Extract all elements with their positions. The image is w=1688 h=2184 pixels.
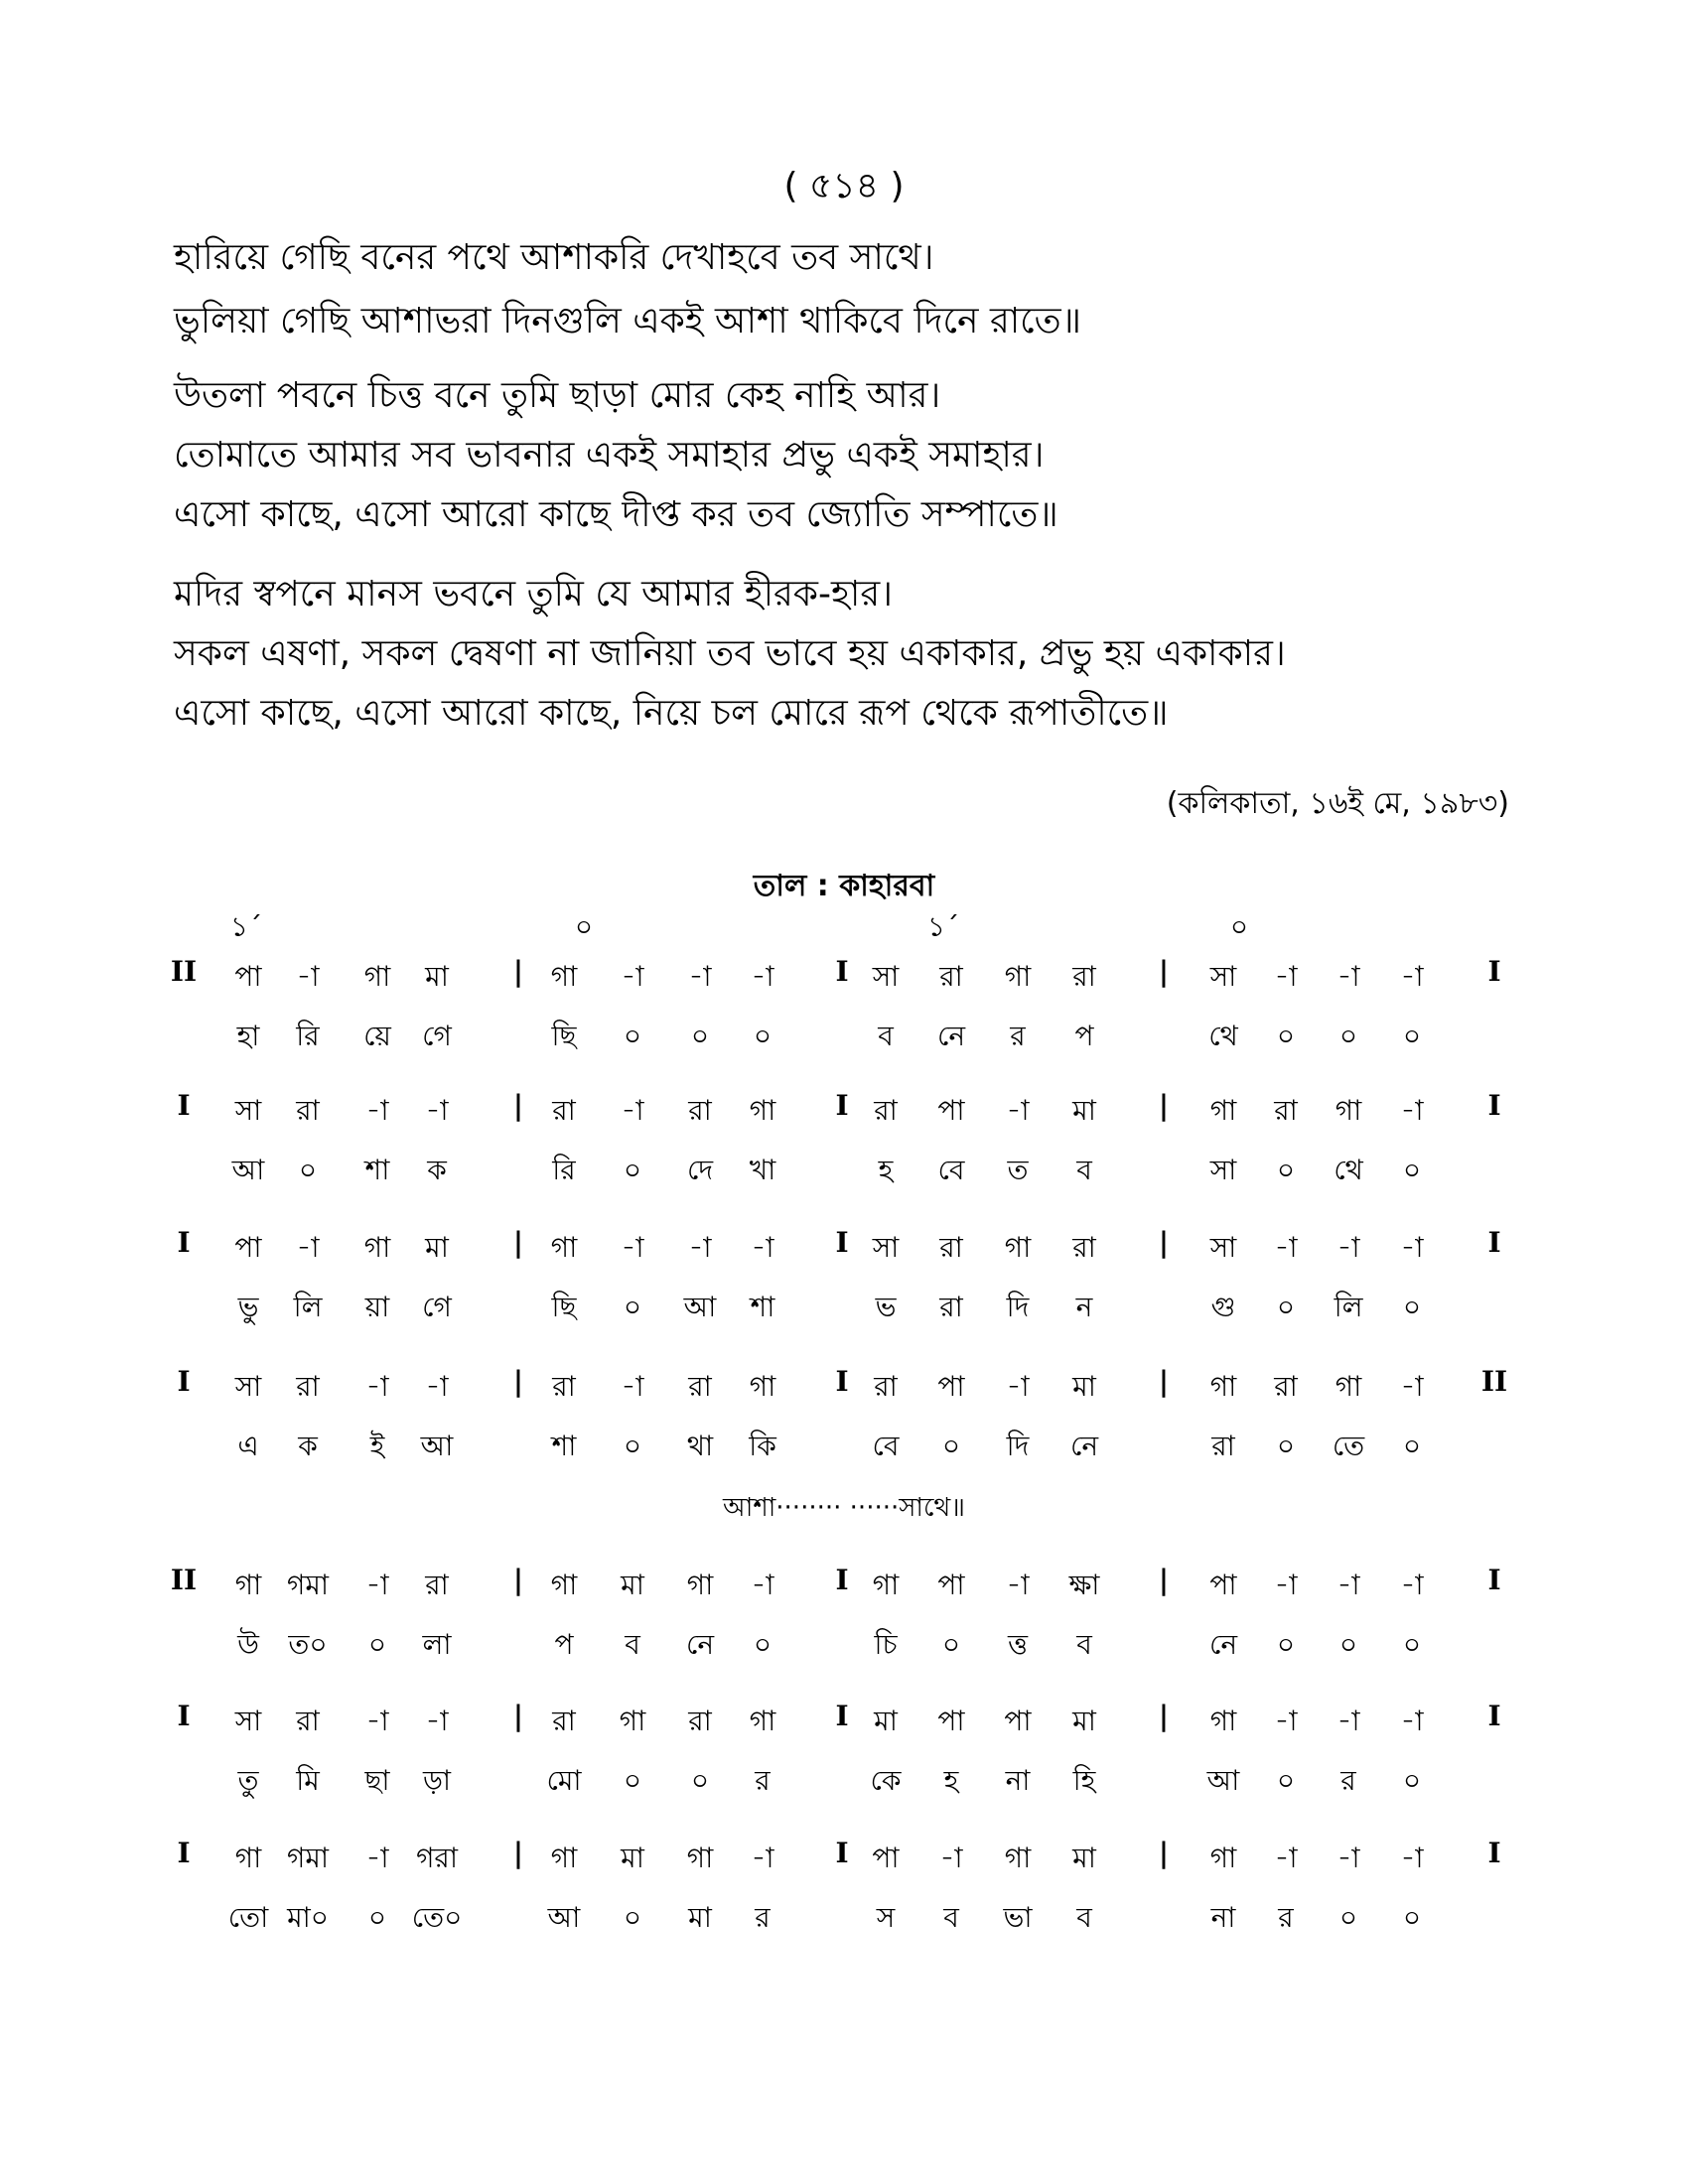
barline: I bbox=[1487, 1226, 1501, 1259]
swara-note: রা bbox=[1274, 1094, 1298, 1127]
swara-note: -া bbox=[365, 1094, 389, 1127]
lyric-syllable: ০ bbox=[1276, 1628, 1296, 1661]
swara-note: -া bbox=[751, 1231, 774, 1264]
lyric-syllable: ব bbox=[625, 1628, 640, 1661]
lyric-syllable: ব bbox=[943, 1901, 959, 1934]
verse-line: এসো কাছে, এসো আরো কাছে, নিয়ে চল মোরে রূপ থেকে রূপাতীতে॥ bbox=[174, 693, 1169, 734]
lyric-syllable: হ bbox=[943, 1764, 959, 1797]
swara-note: -া bbox=[425, 1370, 449, 1403]
lyric-syllable: ত্ত bbox=[1007, 1628, 1029, 1661]
swara-note: -া bbox=[1400, 960, 1424, 993]
swara-note: -া bbox=[1336, 1705, 1360, 1737]
lyric-syllable: ০ bbox=[623, 1020, 642, 1052]
swara-note: -া bbox=[1400, 1569, 1424, 1601]
barline: I bbox=[177, 1089, 191, 1122]
swara-note: -া bbox=[751, 1569, 774, 1601]
lyric-syllable: র bbox=[755, 1901, 771, 1934]
lyric-syllable: ০ bbox=[1276, 1291, 1296, 1323]
lyric-syllable: র bbox=[1010, 1020, 1026, 1052]
lyric-syllable: ব bbox=[1076, 1154, 1092, 1186]
swara-note: মা bbox=[1072, 1842, 1096, 1874]
barline: | bbox=[1158, 1365, 1170, 1398]
lyric-syllable: আ bbox=[547, 1901, 581, 1934]
barline: I bbox=[1487, 955, 1501, 988]
swara-note: গা bbox=[363, 960, 391, 993]
lyric-row bbox=[0, 1286, 1688, 1329]
swara-note: রা bbox=[552, 1370, 576, 1403]
swara-note: গা bbox=[749, 1370, 776, 1403]
lyric-row bbox=[0, 1015, 1688, 1058]
swara-note: -া bbox=[1006, 1094, 1030, 1127]
lyric-syllable: নে bbox=[1208, 1628, 1238, 1661]
lyric-syllable: য়া bbox=[364, 1291, 390, 1323]
lyric-syllable: মি bbox=[296, 1764, 320, 1797]
lyric-syllable: শা bbox=[364, 1154, 390, 1186]
swara-note: মা bbox=[621, 1842, 644, 1874]
lyric-syllable: লা bbox=[422, 1628, 452, 1661]
swara-note: -া bbox=[1400, 1370, 1424, 1403]
barline: I bbox=[1487, 1837, 1501, 1869]
swara-note: গা bbox=[550, 960, 578, 993]
lyric-syllable: র bbox=[755, 1764, 771, 1797]
swara-note: -া bbox=[1274, 960, 1298, 993]
lyric-syllable: ০ bbox=[690, 1020, 710, 1052]
swara-note: -া bbox=[365, 1370, 389, 1403]
lyric-syllable: ০ bbox=[1276, 1020, 1296, 1052]
lyric-syllable: ভু bbox=[237, 1291, 259, 1323]
lyric-syllable: ব bbox=[1076, 1628, 1092, 1661]
lyric-syllable: কে bbox=[870, 1764, 902, 1797]
barline: I bbox=[835, 1089, 849, 1122]
lyric-syllable: প bbox=[554, 1628, 574, 1661]
lyric-syllable: ০ bbox=[1402, 1628, 1422, 1661]
barline: | bbox=[512, 1700, 524, 1732]
lyric-syllable: থে bbox=[1208, 1020, 1238, 1052]
barline: I bbox=[835, 1564, 849, 1596]
swara-note: সা bbox=[872, 960, 900, 993]
swara-note: রা bbox=[1072, 1231, 1096, 1264]
lyric-syllable: খা bbox=[749, 1154, 776, 1186]
lyric-syllable: না bbox=[1005, 1764, 1031, 1797]
lyric-syllable: তো bbox=[227, 1901, 269, 1934]
lyric-syllable: ০ bbox=[1276, 1154, 1296, 1186]
swara-note: -া bbox=[1336, 1569, 1360, 1601]
lyric-syllable: এ bbox=[237, 1430, 259, 1462]
swara-note: সা bbox=[234, 1094, 262, 1127]
swara-note: সা bbox=[234, 1705, 262, 1737]
lyric-syllable: থে bbox=[1334, 1154, 1363, 1186]
barline: | bbox=[1158, 1837, 1170, 1869]
verse-line: এসো কাছে, এসো আরো কাছে দীপ্ত কর তব জ্যোতি সম্পাতে॥ bbox=[174, 494, 1058, 535]
barline: | bbox=[512, 1837, 524, 1869]
lyric-syllable: দি bbox=[1006, 1291, 1030, 1323]
barline: | bbox=[1158, 1700, 1170, 1732]
lyric-syllable: ০ bbox=[367, 1901, 387, 1934]
barline: I bbox=[1487, 1089, 1501, 1122]
swara-note: পা bbox=[234, 960, 262, 993]
swara-note: -া bbox=[621, 1094, 644, 1127]
swara-note: মা bbox=[621, 1569, 644, 1601]
lyric-syllable: শা bbox=[750, 1291, 775, 1323]
lyric-syllable: ০ bbox=[623, 1291, 642, 1323]
swara-note: রা bbox=[874, 1094, 898, 1127]
swara-note: পা bbox=[937, 1569, 965, 1601]
swara-note: পা bbox=[937, 1094, 965, 1127]
lyric-syllable: শা bbox=[551, 1430, 577, 1462]
lyric-syllable: দি bbox=[1006, 1430, 1030, 1462]
swara-note: মা bbox=[425, 960, 449, 993]
tala-heading: তাল : কাহারবা bbox=[753, 869, 935, 903]
lyric-syllable: ০ bbox=[1338, 1020, 1358, 1052]
lyric-syllable: ০ bbox=[367, 1628, 387, 1661]
lyric-syllable: ০ bbox=[690, 1764, 710, 1797]
lyric-syllable: হি bbox=[1072, 1764, 1096, 1797]
lyric-syllable: ০ bbox=[941, 1628, 961, 1661]
verse-line: তোমাতে আমার সব ভাবনার একই সমাহার প্রভু একই সমাহার। bbox=[174, 435, 1045, 476]
lyric-syllable: ০ bbox=[753, 1628, 773, 1661]
barline: I bbox=[177, 1226, 191, 1259]
swara-note: গা bbox=[1004, 960, 1032, 993]
swara-note: গা bbox=[619, 1705, 646, 1737]
swara-note: গা bbox=[1335, 1094, 1362, 1127]
barline: | bbox=[512, 955, 524, 988]
swara-row bbox=[0, 1564, 1688, 1607]
swara-note: -া bbox=[1336, 960, 1360, 993]
lyric-syllable: মো bbox=[546, 1764, 582, 1797]
swara-note: -া bbox=[688, 960, 712, 993]
lyric-syllable: ০ bbox=[1402, 1901, 1422, 1934]
barline: I bbox=[835, 1837, 849, 1869]
lyric-syllable: আ bbox=[683, 1291, 717, 1323]
barline: | bbox=[512, 1564, 524, 1596]
lyric-syllable: হা bbox=[236, 1020, 260, 1052]
lyric-syllable: য়ে bbox=[363, 1020, 391, 1052]
swara-note: -া bbox=[365, 1569, 389, 1601]
swara-note: মা bbox=[425, 1231, 449, 1264]
swara-row bbox=[0, 1089, 1688, 1133]
verse-line: হারিয়ে গেছি বনের পথে আশাকরি দেখাহবে তব সাথে। bbox=[174, 237, 934, 278]
swara-note: গা bbox=[550, 1231, 578, 1264]
lyric-syllable: তে০ bbox=[411, 1901, 463, 1934]
swara-note: -া bbox=[939, 1842, 963, 1874]
swara-note: -া bbox=[365, 1842, 389, 1874]
lyric-syllable: ০ bbox=[1402, 1154, 1422, 1186]
lyric-syllable: না bbox=[1210, 1901, 1236, 1934]
swara-note: রা bbox=[688, 1094, 712, 1127]
swara-note: গা bbox=[872, 1569, 900, 1601]
swara-note: সা bbox=[234, 1370, 262, 1403]
lyric-syllable: রা bbox=[1211, 1430, 1235, 1462]
lyric-syllable: মা০ bbox=[287, 1901, 329, 1934]
lyric-row bbox=[0, 1425, 1688, 1468]
lyric-syllable: ব bbox=[1076, 1901, 1092, 1934]
swara-note: পা bbox=[872, 1842, 900, 1874]
swara-note: গমা bbox=[286, 1842, 330, 1874]
page-number: ( ৫১৪ ) bbox=[783, 166, 905, 206]
verse-line: সকল এষণা, সকল দ্বেষণা না জানিয়া তব ভাবে হয় একাকার, প্রভু হয় একাকার। bbox=[174, 633, 1286, 674]
lyric-syllable: তে bbox=[1332, 1430, 1365, 1462]
lyric-syllable: গু bbox=[1210, 1291, 1236, 1323]
lyric-syllable: ন bbox=[1075, 1291, 1093, 1323]
lyric-syllable: ০ bbox=[941, 1430, 961, 1462]
lyric-row bbox=[0, 1896, 1688, 1940]
lyric-syllable: ত bbox=[1007, 1154, 1029, 1186]
swara-note: পা bbox=[937, 1370, 965, 1403]
barline: | bbox=[1158, 1226, 1170, 1259]
swara-note: সা bbox=[1209, 1231, 1237, 1264]
lyric-syllable: ভা bbox=[1003, 1901, 1033, 1934]
lyric-syllable: থা bbox=[686, 1430, 714, 1462]
swara-note: -া bbox=[1274, 1705, 1298, 1737]
barline: I bbox=[1487, 1564, 1501, 1596]
swara-note: -া bbox=[751, 1842, 774, 1874]
swara-note: গরা bbox=[416, 1842, 458, 1874]
swara-note: গা bbox=[1209, 1842, 1237, 1874]
swara-note: গা bbox=[1004, 1231, 1032, 1264]
swara-note: -া bbox=[1336, 1231, 1360, 1264]
swara-note: মা bbox=[1072, 1705, 1096, 1737]
lyric-syllable: গে bbox=[422, 1291, 452, 1323]
lyric-syllable: ক bbox=[427, 1154, 447, 1186]
refrain-note: আশা········ ······সাথে॥ bbox=[723, 1493, 965, 1523]
lyric-syllable: চি bbox=[874, 1628, 898, 1661]
lyric-syllable: সা bbox=[1209, 1154, 1237, 1186]
swara-note: রা bbox=[688, 1370, 712, 1403]
lyric-syllable: রি bbox=[296, 1020, 320, 1052]
lyric-syllable: ০ bbox=[1276, 1430, 1296, 1462]
swara-note: পা bbox=[1209, 1569, 1237, 1601]
swara-note: মা bbox=[874, 1705, 898, 1737]
swara-note: রা bbox=[296, 1094, 320, 1127]
lyric-syllable: স bbox=[876, 1901, 896, 1934]
beat-mark: ০ bbox=[574, 910, 594, 943]
source-note: (কলিকাতা, ১৬ই মে, ১৯৮৩) bbox=[1166, 786, 1509, 821]
barline: | bbox=[512, 1365, 524, 1398]
swara-note: -া bbox=[365, 1705, 389, 1737]
swara-note: গা bbox=[1335, 1370, 1362, 1403]
swara-row bbox=[0, 955, 1688, 999]
swara-note: -া bbox=[1274, 1231, 1298, 1264]
lyric-syllable: ছি bbox=[551, 1020, 577, 1052]
lyric-syllable: র bbox=[1278, 1901, 1294, 1934]
lyric-row bbox=[0, 1623, 1688, 1667]
lyric-syllable: ড়া bbox=[422, 1764, 452, 1797]
barline: | bbox=[512, 1089, 524, 1122]
swara-note: রা bbox=[939, 1231, 963, 1264]
lyric-syllable: ০ bbox=[623, 1901, 642, 1934]
barline: I bbox=[835, 955, 849, 988]
swara-note: -া bbox=[621, 960, 644, 993]
lyric-syllable: উ bbox=[237, 1628, 259, 1661]
lyric-syllable: মা bbox=[688, 1901, 712, 1934]
swara-note: সা bbox=[872, 1231, 900, 1264]
lyric-syllable: লি bbox=[293, 1291, 323, 1323]
lyric-syllable: ছি bbox=[551, 1291, 577, 1323]
swara-note: রা bbox=[939, 960, 963, 993]
swara-note: পা bbox=[937, 1705, 965, 1737]
barline: I bbox=[835, 1700, 849, 1732]
barline: I bbox=[835, 1226, 849, 1259]
swara-note: গা bbox=[234, 1569, 262, 1601]
lyric-syllable: ০ bbox=[1402, 1020, 1422, 1052]
lyric-syllable: ০ bbox=[1402, 1291, 1422, 1323]
lyric-syllable: দে bbox=[686, 1154, 714, 1186]
lyric-syllable: ত০ bbox=[288, 1628, 328, 1661]
lyric-syllable: ০ bbox=[1338, 1901, 1358, 1934]
barline: II bbox=[170, 1564, 198, 1596]
lyric-syllable: ০ bbox=[1402, 1764, 1422, 1797]
swara-note: -া bbox=[621, 1231, 644, 1264]
swara-note: -া bbox=[1400, 1842, 1424, 1874]
lyric-syllable: ০ bbox=[1338, 1628, 1358, 1661]
swara-note: -া bbox=[1400, 1094, 1424, 1127]
swara-note: -া bbox=[1400, 1231, 1424, 1264]
swara-note: গা bbox=[1209, 1370, 1237, 1403]
lyric-syllable: নে bbox=[936, 1020, 966, 1052]
swara-note: পা bbox=[1004, 1705, 1032, 1737]
barline: I bbox=[177, 1837, 191, 1869]
lyric-syllable: র bbox=[1340, 1764, 1356, 1797]
barline: II bbox=[1480, 1365, 1508, 1398]
beat-mark: ১´ bbox=[926, 910, 960, 943]
lyric-syllable: ভ bbox=[875, 1291, 897, 1323]
swara-note: গা bbox=[686, 1569, 714, 1601]
barline: | bbox=[1158, 955, 1170, 988]
lyric-syllable: হ bbox=[878, 1154, 894, 1186]
swara-note: গা bbox=[686, 1842, 714, 1874]
lyric-syllable: ব bbox=[878, 1020, 894, 1052]
lyric-syllable: ০ bbox=[623, 1154, 642, 1186]
lyric-syllable: লি bbox=[1334, 1291, 1363, 1323]
lyric-syllable: আ bbox=[420, 1430, 454, 1462]
swara-note: গমা bbox=[286, 1569, 330, 1601]
barline: II bbox=[170, 955, 198, 988]
lyric-syllable: তু bbox=[237, 1764, 259, 1797]
swara-note: গা bbox=[749, 1094, 776, 1127]
lyric-syllable: ছা bbox=[364, 1764, 390, 1797]
lyric-syllable: ক bbox=[298, 1430, 318, 1462]
swara-note: গা bbox=[1004, 1842, 1032, 1874]
swara-note: -া bbox=[425, 1094, 449, 1127]
lyric-syllable: নে bbox=[685, 1628, 715, 1661]
swara-note: রা bbox=[552, 1705, 576, 1737]
lyric-syllable: ০ bbox=[1276, 1764, 1296, 1797]
lyric-syllable: গে bbox=[422, 1020, 452, 1052]
lyric-syllable: বে bbox=[937, 1154, 965, 1186]
swara-note: -া bbox=[425, 1705, 449, 1737]
barline: | bbox=[1158, 1089, 1170, 1122]
swara-note: -া bbox=[1274, 1842, 1298, 1874]
swara-note: রা bbox=[425, 1569, 449, 1601]
beat-mark: ১´ bbox=[229, 910, 263, 943]
swara-note: রা bbox=[874, 1370, 898, 1403]
swara-note: রা bbox=[296, 1705, 320, 1737]
swara-note: -া bbox=[1400, 1705, 1424, 1737]
swara-note: গা bbox=[749, 1705, 776, 1737]
swara-note: গা bbox=[363, 1231, 391, 1264]
barline: I bbox=[177, 1365, 191, 1398]
barline: I bbox=[177, 1700, 191, 1732]
lyric-syllable: বে bbox=[872, 1430, 900, 1462]
swara-note: রা bbox=[296, 1370, 320, 1403]
swara-note: গা bbox=[234, 1842, 262, 1874]
verse-line: মদির স্বপনে মানস ভবনে তুমি যে আমার হীরক-হার। bbox=[174, 574, 894, 614]
lyric-syllable: কি bbox=[749, 1430, 776, 1462]
swara-note: ক্ষা bbox=[1068, 1569, 1100, 1601]
lyric-syllable: ০ bbox=[1402, 1430, 1422, 1462]
lyric-syllable: ০ bbox=[298, 1154, 318, 1186]
swara-note: রা bbox=[1274, 1370, 1298, 1403]
swara-row bbox=[0, 1700, 1688, 1743]
lyric-syllable: ই bbox=[369, 1430, 385, 1462]
swara-row bbox=[0, 1365, 1688, 1409]
swara-note: গা bbox=[1209, 1705, 1237, 1737]
swara-note: রা bbox=[552, 1094, 576, 1127]
swara-note: -া bbox=[296, 960, 320, 993]
lyric-syllable: নে bbox=[1069, 1430, 1099, 1462]
swara-note: গা bbox=[550, 1842, 578, 1874]
swara-note: -া bbox=[751, 960, 774, 993]
lyric-syllable: রি bbox=[552, 1154, 576, 1186]
swara-note: মা bbox=[1072, 1370, 1096, 1403]
swara-note: -া bbox=[296, 1231, 320, 1264]
swara-note: রা bbox=[1072, 960, 1096, 993]
barline: | bbox=[1158, 1564, 1170, 1596]
swara-note: -া bbox=[621, 1370, 644, 1403]
swara-note: -া bbox=[1274, 1569, 1298, 1601]
lyric-row bbox=[0, 1149, 1688, 1192]
lyric-row bbox=[0, 1759, 1688, 1803]
verse-line: উতলা পবনে চিত্ত বনে তুমি ছাড়া মোর কেহ নাহি আর। bbox=[174, 375, 941, 416]
swara-note: -া bbox=[688, 1231, 712, 1264]
barline: I bbox=[835, 1365, 849, 1398]
swara-note: পা bbox=[234, 1231, 262, 1264]
swara-note: -া bbox=[1336, 1842, 1360, 1874]
lyric-syllable: আ bbox=[1206, 1764, 1240, 1797]
verse-line: ভুলিয়া গেছি আশাভরা দিনগুলি একই আশা থাকিবে দিনে রাতে॥ bbox=[174, 301, 1082, 341]
swara-note: -া bbox=[1006, 1569, 1030, 1601]
beat-mark: ০ bbox=[1229, 910, 1249, 943]
swara-note: রা bbox=[688, 1705, 712, 1737]
lyric-syllable: ০ bbox=[623, 1764, 642, 1797]
lyric-syllable: ০ bbox=[753, 1020, 773, 1052]
swara-note: গা bbox=[550, 1569, 578, 1601]
lyric-syllable: রা bbox=[939, 1291, 963, 1323]
barline: I bbox=[1487, 1700, 1501, 1732]
lyric-syllable: আ bbox=[231, 1154, 265, 1186]
swara-note: -া bbox=[1006, 1370, 1030, 1403]
lyric-syllable: ০ bbox=[623, 1430, 642, 1462]
lyric-syllable: প bbox=[1074, 1020, 1094, 1052]
swara-row bbox=[0, 1837, 1688, 1880]
swara-note: মা bbox=[1072, 1094, 1096, 1127]
swara-note: গা bbox=[1209, 1094, 1237, 1127]
swara-note: সা bbox=[1209, 960, 1237, 993]
barline: | bbox=[512, 1226, 524, 1259]
swara-row bbox=[0, 1226, 1688, 1270]
